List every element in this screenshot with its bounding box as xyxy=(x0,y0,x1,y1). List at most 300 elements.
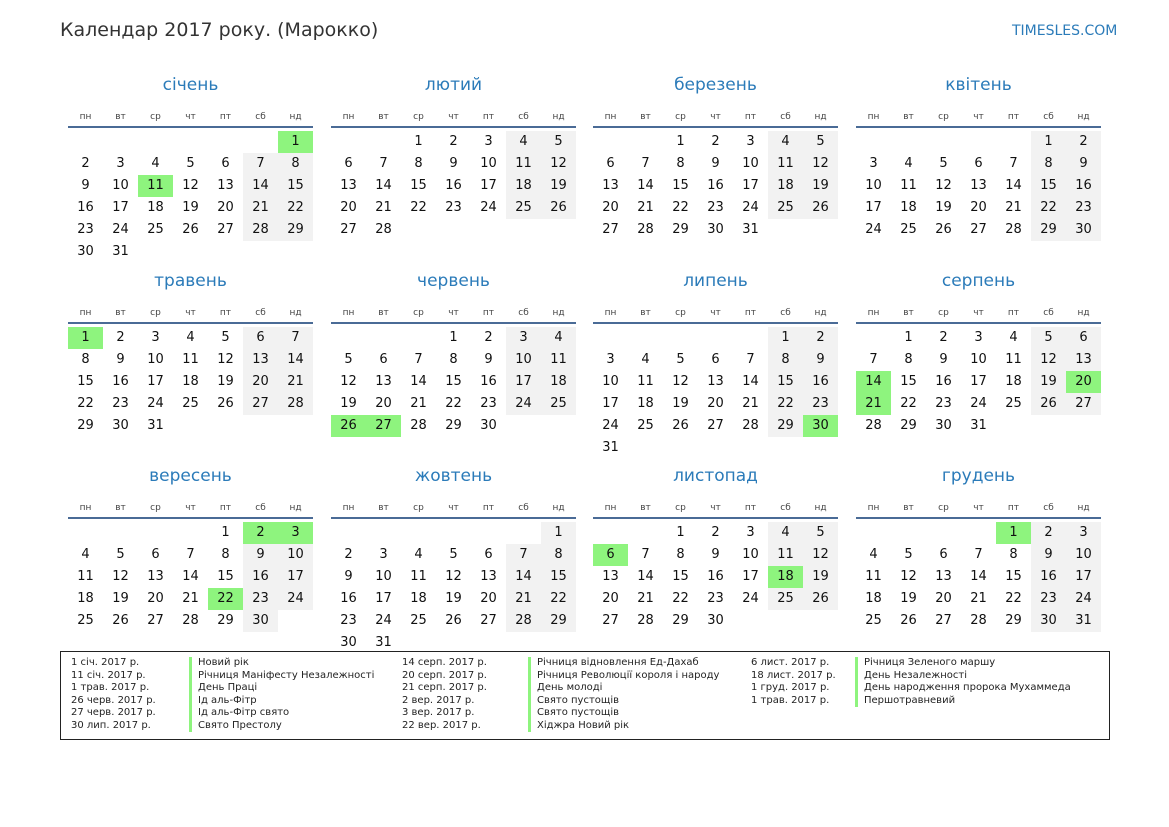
month-6 xyxy=(331,271,576,461)
day-cell: 9 xyxy=(1066,153,1101,175)
day-cell: 21 xyxy=(278,371,313,393)
day-cell: 5 xyxy=(1031,327,1066,349)
day-cell: 20 xyxy=(602,200,619,215)
holiday-name: День Незалежності xyxy=(855,670,967,683)
day-cell: 21 xyxy=(742,396,759,411)
weekday-header: чт xyxy=(710,503,721,513)
holiday-row xyxy=(402,670,722,683)
weekday-header: нд xyxy=(814,112,827,122)
holiday-row xyxy=(751,670,1091,683)
day-cell: 18 xyxy=(865,591,882,606)
day-cell: 1 xyxy=(676,525,685,540)
day-cell: 30 xyxy=(707,613,724,628)
day-cell: 3 xyxy=(151,330,160,345)
day-cell: 17 xyxy=(865,200,882,215)
day-cell: 12 xyxy=(900,569,917,584)
site-link[interactable]: TIMESLES.COM xyxy=(1012,23,1118,39)
day-cell: 26 xyxy=(935,222,952,237)
day-cell: 15 xyxy=(1005,569,1022,584)
day-cell: 9 xyxy=(711,156,720,171)
holiday-name: Свято пустощів xyxy=(528,707,619,720)
day-cell: 23 xyxy=(340,613,357,628)
holiday-name: Свято пустощів xyxy=(528,695,619,708)
day-cell: 29 xyxy=(77,418,94,433)
holiday-name: Новий рік xyxy=(189,657,249,670)
weekday-header: пт xyxy=(219,503,232,513)
weekday-header: нд xyxy=(1077,503,1090,513)
holiday-row xyxy=(402,657,722,670)
holiday-row xyxy=(71,657,391,670)
weekday-header: пн xyxy=(342,503,355,513)
month-name: серпень xyxy=(941,271,1016,291)
day-cell: 18 xyxy=(637,396,654,411)
day-cell: 6 xyxy=(711,352,720,367)
day-cell: 17 xyxy=(602,396,619,411)
month-name: травень xyxy=(154,271,227,291)
day-cell: 18 xyxy=(506,175,541,197)
day-cell: 25 xyxy=(410,613,427,628)
day-cell: 17 xyxy=(112,200,129,215)
weekday-header: ср xyxy=(150,503,161,513)
day-cell: 20 xyxy=(147,591,164,606)
day-cell: 22 xyxy=(445,396,462,411)
day-cell: 31 xyxy=(970,418,987,433)
weekday-header: сб xyxy=(1043,112,1054,122)
day-cell: 6 xyxy=(939,547,948,562)
holiday-day-cell: 20 xyxy=(1066,371,1101,393)
day-cell: 11 xyxy=(900,178,917,193)
month-9 xyxy=(68,466,313,656)
day-cell: 26 xyxy=(182,222,199,237)
day-cell: 15 xyxy=(445,374,462,389)
day-cell: 27 xyxy=(243,393,278,415)
day-cell: 18 xyxy=(900,200,917,215)
day-cell: 14 xyxy=(410,374,427,389)
holiday-name: Свято Престолу xyxy=(189,720,282,733)
day-cell: 29 xyxy=(217,613,234,628)
day-cell: 15 xyxy=(672,178,689,193)
day-cell: 2 xyxy=(1066,131,1101,153)
day-cell: 7 xyxy=(379,156,388,171)
holiday-name: Ід аль-Фітр xyxy=(189,695,257,708)
day-cell: 7 xyxy=(1009,156,1018,171)
day-cell: 13 xyxy=(217,178,234,193)
day-cell: 18 xyxy=(541,371,576,393)
holiday-day-cell: 1 xyxy=(278,131,313,153)
day-cell: 15 xyxy=(541,566,576,588)
day-cell: 5 xyxy=(803,522,838,544)
day-cell: 8 xyxy=(904,352,913,367)
weekday-header: сб xyxy=(255,308,266,318)
day-cell: 9 xyxy=(344,569,353,584)
month-5 xyxy=(68,271,313,461)
holiday-day-cell: 21 xyxy=(856,393,891,415)
day-cell: 10 xyxy=(278,544,313,566)
day-cell: 29 xyxy=(672,613,689,628)
day-cell: 23 xyxy=(707,591,724,606)
day-cell: 4 xyxy=(904,156,913,171)
day-cell: 4 xyxy=(541,327,576,349)
weekday-header: вт xyxy=(640,503,651,513)
day-cell: 4 xyxy=(81,547,90,562)
weekday-header: вт xyxy=(903,112,914,122)
weekday-header: пн xyxy=(79,308,92,318)
day-cell: 10 xyxy=(506,349,541,371)
day-cell: 3 xyxy=(506,327,541,349)
month-divider xyxy=(856,517,1101,519)
month-name: вересень xyxy=(149,466,232,486)
day-cell: 8 xyxy=(1009,547,1018,562)
day-cell: 26 xyxy=(445,613,462,628)
day-cell: 21 xyxy=(375,200,392,215)
weekday-header: пт xyxy=(1007,308,1020,318)
day-cell: 16 xyxy=(803,371,838,393)
month-name: червень xyxy=(417,271,490,291)
day-cell: 5 xyxy=(116,547,125,562)
month-3 xyxy=(593,75,838,265)
day-cell: 31 xyxy=(602,440,619,455)
weekday-header: сб xyxy=(780,308,791,318)
day-cell: 31 xyxy=(742,222,759,237)
day-cell: 2 xyxy=(344,547,353,562)
weekday-header: нд xyxy=(814,503,827,513)
day-cell: 28 xyxy=(243,219,278,241)
holiday-day-cell: 6 xyxy=(593,544,628,566)
holiday-column xyxy=(71,657,391,732)
holiday-name: День народження пророка Мухаммеда xyxy=(855,682,1071,695)
day-cell: 19 xyxy=(445,591,462,606)
weekday-header: пт xyxy=(1007,503,1020,513)
holiday-name: Річниця Революції короля і народу xyxy=(528,670,719,683)
day-cell: 20 xyxy=(480,591,497,606)
day-cell: 15 xyxy=(410,178,427,193)
day-cell: 7 xyxy=(506,544,541,566)
day-cell: 29 xyxy=(541,610,576,632)
day-cell: 28 xyxy=(1005,222,1022,237)
holiday-day-cell: 1 xyxy=(68,327,103,349)
month-divider xyxy=(68,517,313,519)
day-cell: 15 xyxy=(672,569,689,584)
day-cell: 7 xyxy=(414,352,423,367)
day-cell: 16 xyxy=(112,374,129,389)
day-cell: 22 xyxy=(541,588,576,610)
day-cell: 21 xyxy=(970,591,987,606)
day-cell: 21 xyxy=(182,591,199,606)
weekday-header: пн xyxy=(79,503,92,513)
day-cell: 3 xyxy=(379,547,388,562)
day-cell: 3 xyxy=(746,134,755,149)
day-cell: 23 xyxy=(243,588,278,610)
weekday-header: сб xyxy=(518,112,529,122)
month-2 xyxy=(331,75,576,265)
weekday-header: чт xyxy=(710,112,721,122)
day-cell: 4 xyxy=(151,156,160,171)
weekday-header: пт xyxy=(744,308,757,318)
day-cell: 13 xyxy=(243,349,278,371)
day-cell: 27 xyxy=(1066,393,1101,415)
weekday-header: вт xyxy=(640,308,651,318)
day-cell: 18 xyxy=(410,591,427,606)
weekday-header: ср xyxy=(938,308,949,318)
weekday-header: пт xyxy=(744,112,757,122)
day-cell: 14 xyxy=(637,569,654,584)
day-cell: 17 xyxy=(375,591,392,606)
day-cell: 27 xyxy=(602,222,619,237)
day-cell: 20 xyxy=(243,371,278,393)
day-cell: 13 xyxy=(340,178,357,193)
weekday-header: ср xyxy=(938,503,949,513)
day-cell: 18 xyxy=(1005,374,1022,389)
weekday-header: ср xyxy=(150,112,161,122)
day-cell: 10 xyxy=(865,178,882,193)
day-cell: 13 xyxy=(935,569,952,584)
month-divider xyxy=(68,126,313,128)
month-1 xyxy=(68,75,313,265)
holiday-day-cell: 18 xyxy=(768,566,803,588)
day-cell: 11 xyxy=(768,153,803,175)
day-cell: 4 xyxy=(641,352,650,367)
day-cell: 24 xyxy=(506,393,541,415)
day-cell: 22 xyxy=(672,200,689,215)
holiday-date: 21 серп. 2017 р. xyxy=(402,682,487,693)
day-cell: 5 xyxy=(186,156,195,171)
day-cell: 31 xyxy=(112,244,129,259)
day-cell: 7 xyxy=(974,547,983,562)
day-cell: 8 xyxy=(449,352,458,367)
day-cell: 26 xyxy=(803,588,838,610)
month-name: березень xyxy=(674,75,757,95)
day-cell: 28 xyxy=(506,610,541,632)
holiday-date: 26 черв. 2017 р. xyxy=(71,694,156,706)
day-cell: 28 xyxy=(970,613,987,628)
day-cell: 15 xyxy=(900,374,917,389)
weekday-header: нд xyxy=(1077,112,1090,122)
month-name: липень xyxy=(683,271,748,291)
day-cell: 16 xyxy=(340,591,357,606)
day-cell: 2 xyxy=(1031,522,1066,544)
month-divider xyxy=(856,126,1101,128)
holiday-name: Хіджра Новий рік xyxy=(528,720,629,733)
day-cell: 29 xyxy=(1031,219,1066,241)
day-cell: 7 xyxy=(869,352,878,367)
day-cell: 4 xyxy=(768,131,803,153)
day-cell: 29 xyxy=(278,219,313,241)
day-cell: 4 xyxy=(414,547,423,562)
weekday-header: вт xyxy=(903,503,914,513)
day-cell: 10 xyxy=(742,156,759,171)
day-cell: 20 xyxy=(935,591,952,606)
day-cell: 21 xyxy=(1005,200,1022,215)
weekday-header: пн xyxy=(867,112,880,122)
weekday-header: вт xyxy=(378,308,389,318)
day-cell: 17 xyxy=(970,374,987,389)
day-cell: 19 xyxy=(217,374,234,389)
day-cell: 17 xyxy=(506,371,541,393)
holiday-date: 2 вер. 2017 р. xyxy=(402,694,475,706)
page-title: Календар 2017 року. (Марокко) xyxy=(60,19,379,41)
holiday-row xyxy=(402,707,722,720)
weekday-header: пт xyxy=(744,503,757,513)
day-cell: 12 xyxy=(935,178,952,193)
holiday-row xyxy=(751,682,1091,695)
day-cell: 21 xyxy=(243,197,278,219)
weekday-header: сб xyxy=(518,308,529,318)
day-cell: 8 xyxy=(768,349,803,371)
day-cell: 6 xyxy=(221,156,230,171)
day-cell: 27 xyxy=(340,222,357,237)
day-cell: 4 xyxy=(186,330,195,345)
day-cell: 1 xyxy=(449,330,458,345)
day-cell: 9 xyxy=(803,349,838,371)
day-cell: 28 xyxy=(410,418,427,433)
weekday-header: ср xyxy=(675,112,686,122)
day-cell: 21 xyxy=(410,396,427,411)
day-cell: 22 xyxy=(768,393,803,415)
month-name: квітень xyxy=(945,75,1012,95)
holiday-date: 3 вер. 2017 р. xyxy=(402,707,475,718)
day-cell: 15 xyxy=(1031,175,1066,197)
day-cell: 12 xyxy=(803,544,838,566)
day-cell: 25 xyxy=(1005,396,1022,411)
month-divider xyxy=(331,322,576,324)
weekday-header: пн xyxy=(342,112,355,122)
day-cell: 12 xyxy=(1031,349,1066,371)
day-cell: 11 xyxy=(541,349,576,371)
day-cell: 13 xyxy=(375,374,392,389)
day-cell: 23 xyxy=(480,396,497,411)
day-cell: 20 xyxy=(340,200,357,215)
day-cell: 18 xyxy=(768,175,803,197)
day-cell: 1 xyxy=(541,522,576,544)
day-cell: 28 xyxy=(278,393,313,415)
day-cell: 14 xyxy=(506,566,541,588)
day-cell: 16 xyxy=(77,200,94,215)
day-cell: 28 xyxy=(375,222,392,237)
day-cell: 19 xyxy=(340,396,357,411)
day-cell: 23 xyxy=(1031,588,1066,610)
day-cell: 19 xyxy=(935,200,952,215)
day-cell: 25 xyxy=(865,613,882,628)
day-cell: 27 xyxy=(970,222,987,237)
day-cell: 17 xyxy=(147,374,164,389)
weekday-header: пн xyxy=(604,308,617,318)
day-cell: 15 xyxy=(217,569,234,584)
day-cell: 7 xyxy=(278,327,313,349)
weekday-header: нд xyxy=(552,308,565,318)
holiday-date: 6 лист. 2017 р. xyxy=(751,657,830,668)
weekday-header: пт xyxy=(1007,112,1020,122)
day-cell: 10 xyxy=(742,547,759,562)
month-divider xyxy=(331,126,576,128)
holiday-date: 1 січ. 2017 р. xyxy=(71,657,140,668)
day-cell: 22 xyxy=(900,396,917,411)
day-cell: 24 xyxy=(865,222,882,237)
day-cell: 12 xyxy=(541,153,576,175)
holiday-row xyxy=(402,695,722,708)
day-cell: 22 xyxy=(77,396,94,411)
day-cell: 25 xyxy=(77,613,94,628)
day-cell: 27 xyxy=(707,418,724,433)
holiday-list xyxy=(60,651,1110,740)
month-divider xyxy=(593,322,838,324)
day-cell: 1 xyxy=(676,134,685,149)
weekday-header: пн xyxy=(342,308,355,318)
day-cell: 4 xyxy=(869,547,878,562)
day-cell: 29 xyxy=(1005,613,1022,628)
weekday-header: пт xyxy=(482,112,495,122)
holiday-row xyxy=(71,720,391,733)
holiday-name: Ід аль-Фітр свято xyxy=(189,707,289,720)
day-cell: 28 xyxy=(742,418,759,433)
day-cell: 23 xyxy=(1066,197,1101,219)
day-cell: 16 xyxy=(445,178,462,193)
day-cell: 16 xyxy=(707,569,724,584)
day-cell: 13 xyxy=(147,569,164,584)
holiday-date: 20 серп. 2017 р. xyxy=(402,669,487,681)
day-cell: 12 xyxy=(803,153,838,175)
day-cell: 23 xyxy=(935,396,952,411)
day-cell: 9 xyxy=(449,156,458,171)
weekday-header: нд xyxy=(1077,308,1090,318)
day-cell: 30 xyxy=(340,635,357,650)
weekday-header: нд xyxy=(552,503,565,513)
day-cell: 26 xyxy=(803,197,838,219)
weekday-header: чт xyxy=(185,308,196,318)
month-name: жовтень xyxy=(414,466,493,486)
day-cell: 16 xyxy=(935,374,952,389)
day-cell: 8 xyxy=(81,352,90,367)
holiday-column xyxy=(402,657,722,732)
holiday-day-cell: 26 xyxy=(331,415,366,437)
holiday-row xyxy=(71,695,391,708)
day-cell: 24 xyxy=(602,418,619,433)
weekday-header: пт xyxy=(482,503,495,513)
day-cell: 23 xyxy=(77,222,94,237)
day-cell: 8 xyxy=(676,547,685,562)
day-cell: 14 xyxy=(1005,178,1022,193)
day-cell: 6 xyxy=(151,547,160,562)
day-cell: 21 xyxy=(637,200,654,215)
day-cell: 13 xyxy=(970,178,987,193)
day-cell: 20 xyxy=(970,200,987,215)
day-cell: 2 xyxy=(484,330,493,345)
day-cell: 14 xyxy=(278,349,313,371)
day-cell: 12 xyxy=(182,178,199,193)
month-10 xyxy=(331,466,576,656)
holiday-date: 14 серп. 2017 р. xyxy=(402,657,487,668)
day-cell: 5 xyxy=(904,547,913,562)
day-cell: 6 xyxy=(606,156,615,171)
day-cell: 11 xyxy=(1005,352,1022,367)
day-cell: 23 xyxy=(112,396,129,411)
day-cell: 25 xyxy=(768,588,803,610)
day-cell: 19 xyxy=(803,566,838,588)
day-cell: 1 xyxy=(221,525,230,540)
holiday-date: 27 черв. 2017 р. xyxy=(71,707,156,718)
day-cell: 20 xyxy=(375,396,392,411)
weekday-header: чт xyxy=(973,112,984,122)
day-cell: 3 xyxy=(746,525,755,540)
day-cell: 12 xyxy=(340,374,357,389)
weekday-header: пт xyxy=(219,308,232,318)
day-cell: 18 xyxy=(182,374,199,389)
weekday-header: нд xyxy=(814,308,827,318)
holiday-day-cell: 2 xyxy=(243,522,278,544)
weekday-header: ср xyxy=(413,308,424,318)
holiday-row xyxy=(751,695,1091,708)
holiday-column xyxy=(751,657,1091,707)
day-cell: 27 xyxy=(602,613,619,628)
